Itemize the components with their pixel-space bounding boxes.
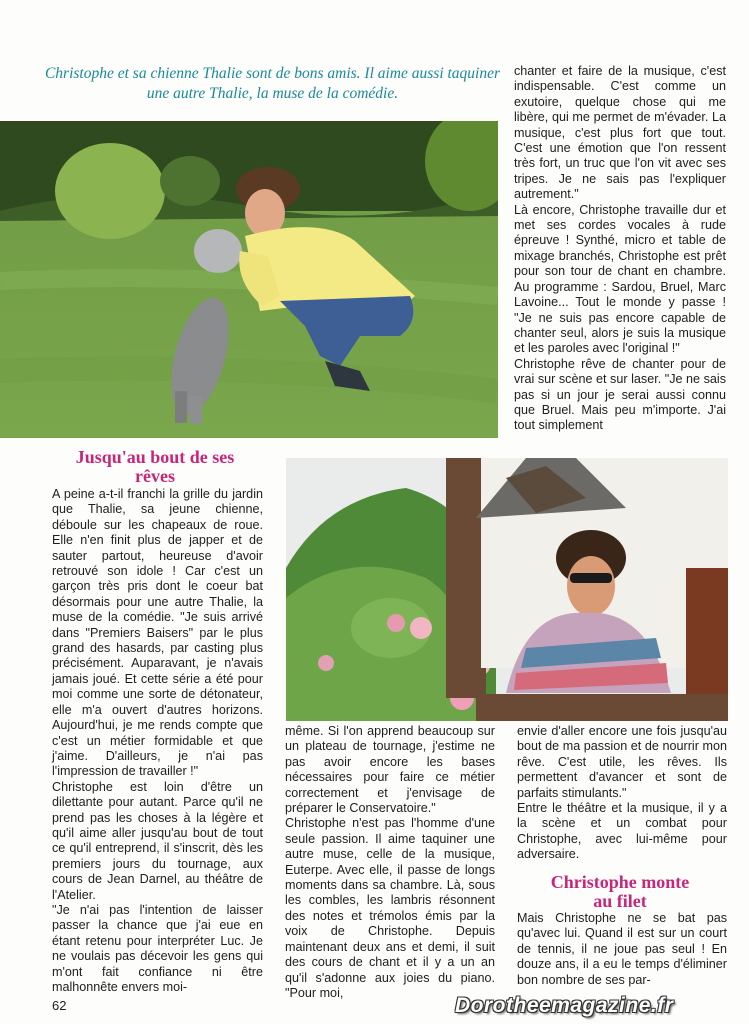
photo-christophe-with-dog <box>0 121 498 438</box>
text-column-right-top <box>514 64 726 434</box>
site-watermark: Dorotheemagazine.fr <box>455 994 674 1017</box>
paragraph: Là encore, Christophe travaille dur et met ses cordes vocales à rude épreuve ! Synthé, micro et table de mixage branchés, Christophe est prêt pour son tour de chant en chambre. Au programme : Sardou, Bruel, Marc Lavoine... Tout le monde y passe ! "Je ne suis pas encore capable de chanter seul, alors je suis la musique et les paroles avec l'original !" <box>514 202 726 356</box>
page-number: 62 <box>52 998 67 1013</box>
section-heading: Jusqu'au bout de ses rêves <box>75 447 235 486</box>
text-column-final <box>517 911 727 988</box>
paragraph: Mais Christophe ne se bat pas qu'avec lui. Quand il est sur un court de tennis, il ne joue pas seul ! En douze ans, il a eu le temps d'éliminer bon nombre de ses par- <box>517 911 727 987</box>
paragraph: "Je n'ai pas l'intention de laisser passer la chance que j'ai eue en étant retenu pour interpréter Luc. Je ne voulais pas décevoir les gens qui m'ont fait confiance ni être malhonnête envers moi- <box>52 902 263 994</box>
paragraph: A peine a-t-il franchi la grille du jardin que Thalie, sa jeune chienne, déboule sur les chapeaux de roue. Elle n'en finit plus de japper et de sauter partout, heureuse d'avoir retrouvé son idole ! Car c'est un garçon très pris dont le coeur bat désormais pour une autre Thalie, la muse de la comédie. "Je suis arrivé dans "Premiers Baisers" par le plus grand des hasards, par casting plus précisément. Auparavant, je n'avais jamais joué. Et cette série a été pour moi comme une sorte de détonateur, elle m'a ouvert d'autres horizons. Aujourd'hui, je me rends compte que c'est un métier formidable et que j'aime. D'ailleurs, je n'ai pas l'impression de travailler !" <box>52 487 263 779</box>
paragraph: chanter et faire de la musique, c'est indispensable. C'est comme un exutoire, quelque chose qui me libère, qui me permet de m'évader. La musique, c'est plus fort que tout. C'est une émotion que l'on ressent très fort, un truc que l'on vit avec ses tripes. Je ne sais pas l'expliquer autrement." <box>514 64 726 202</box>
paragraph: envie d'aller encore une fois jusqu'au bout de ma passion et de nourrir mon rêve. C'est utile, les rêves. Ils permettent d'avancer et sont de parfaits stimulants." <box>517 724 727 800</box>
photo-christophe-balcony <box>286 458 728 721</box>
paragraph: Christophe n'est pas l'homme d'une seule passion. Il aime taquiner une autre muse, celle de la musique, Euterpe. Avec elle, il passe de longs moments dans sa chambre. Là, sous les combles, les lambris résonnent des notes et trémolos émis par la voix de Christophe. Depuis maintenant deux ans et demi, il suit des cours de chant et il y a un an qu'il s'adonne aux joies du piano. "Pour moi, <box>285 816 495 1000</box>
text-column-right-bottom <box>517 724 727 863</box>
paragraph: Christophe est loin d'être un dilettante pour autant. Parce qu'il ne prend pas les choses à la légère et qu'il aime aller jusqu'au bout de tout ce qu'il entreprend, il s'inscrit, dès les premiers jours du tournage, aux cours de Jean Darnel, au théâtre de l'Atelier. <box>52 779 263 902</box>
paragraph: Entre le théâtre et la musique, il y a la scène et un combat pour Christophe, avec lui-même pour adversaire. <box>517 801 727 862</box>
photo-caption: Christophe et sa chienne Thalie sont de bons amis. Il aime aussi taquiner une autre Thalie, la muse de la comédie. <box>44 65 501 102</box>
text-column-left <box>52 487 263 995</box>
text-column-middle <box>285 724 495 1001</box>
paragraph: même. Si l'on apprend beaucoup sur un plateau de tournage, j'estime ne pas avoir encore les bases nécessaires pour faire ce métier correctement et j'envisage de préparer le Conservatoire." <box>285 724 495 816</box>
section-heading: Christophe monte au filet <box>550 872 690 911</box>
paragraph: Christophe rêve de chanter pour de vrai sur scène et sur laser. "Je ne sais pas si un jour je serai aussi connu que Bruel. Mais peu m'importe. J'ai tout simplement <box>514 356 726 433</box>
